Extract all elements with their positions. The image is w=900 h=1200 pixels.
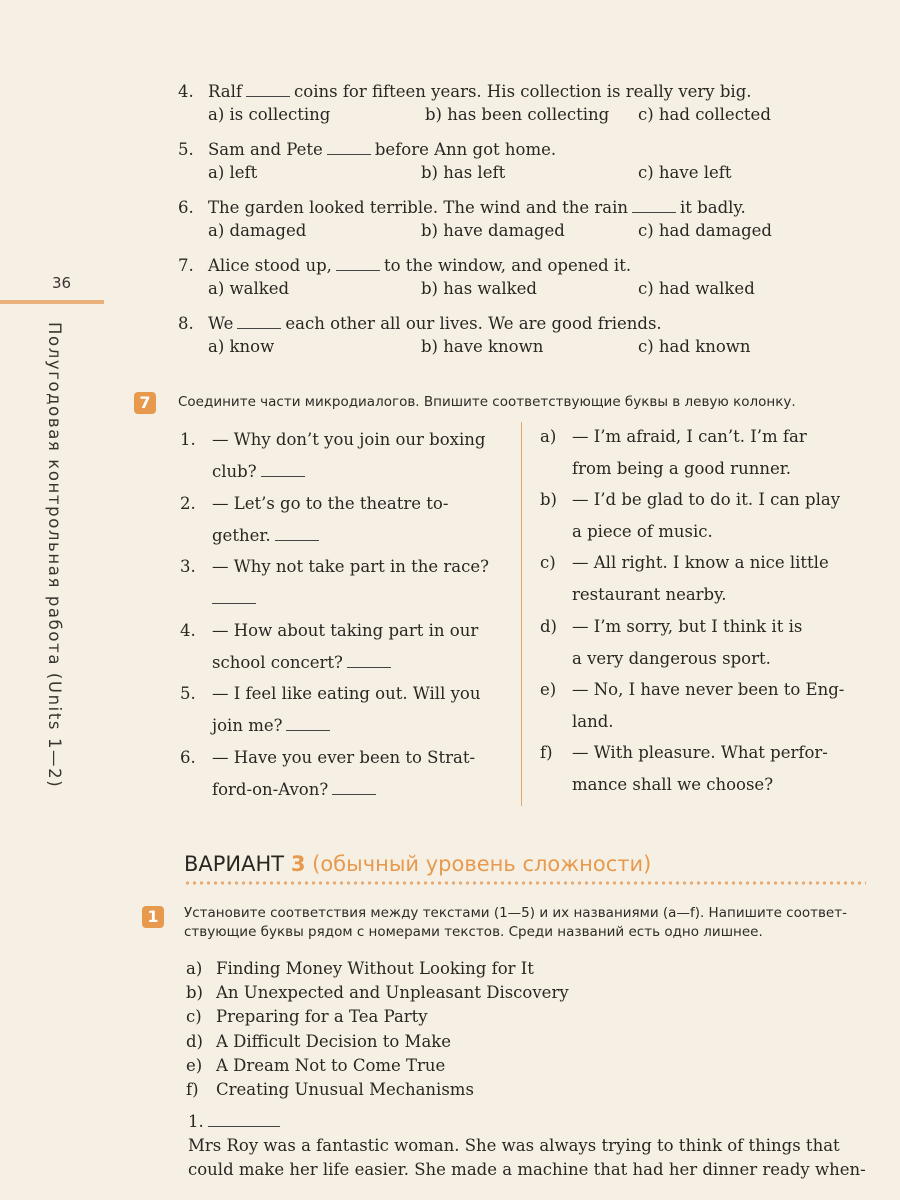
dialogue-left-1	[180, 424, 502, 488]
title-text: Finding Money Without Looking for It	[216, 959, 534, 978]
dialogue-right-c	[540, 547, 862, 611]
answer-blank[interactable]	[336, 256, 380, 271]
dialogue-right-d	[540, 611, 862, 675]
answer-blank[interactable]	[237, 314, 281, 329]
dialogue-line: from being a good runner.	[572, 459, 792, 478]
task1-instruction	[184, 904, 847, 942]
dialogue-letter: d)	[540, 617, 557, 636]
mc-item-5	[178, 140, 778, 187]
dialogue-right-b	[540, 484, 862, 548]
option-a: a) walked	[208, 279, 290, 298]
option-c: c) had collected	[638, 105, 771, 124]
dialogue-number: 1.	[180, 430, 196, 449]
title-letter: f)	[186, 1080, 199, 1100]
task-badge-7: 7	[134, 392, 156, 414]
dialogue-line: — No, I have never been to Eng-	[572, 680, 845, 699]
title-letter: b)	[186, 983, 203, 1003]
dialogue-line: a very dangerous sport.	[572, 649, 771, 668]
variant-subtitle: (обычный уровень сложности)	[312, 852, 652, 876]
variant-number: 3	[290, 852, 306, 876]
mc-item-8	[178, 314, 778, 361]
page-number: 36	[52, 274, 72, 292]
dialogue-number: 4.	[180, 621, 196, 640]
answer-blank[interactable]	[286, 716, 330, 731]
dialogue-letter: a)	[540, 427, 557, 446]
mc-item-number: 5.	[178, 140, 194, 159]
answer-blank[interactable]	[246, 82, 290, 97]
titles-list	[186, 957, 569, 1102]
text-line: could make her life easier. She made a machine that had her dinner ready when-	[188, 1160, 866, 1179]
dialogue-line: club?	[212, 462, 257, 481]
answer-blank[interactable]	[208, 1112, 280, 1127]
mc-stem-before: Ralf	[208, 82, 243, 101]
dialogue-line: — With pleasure. What perfor-	[572, 743, 828, 762]
title-item	[186, 957, 569, 981]
title-text: Preparing for a Tea Party	[216, 1007, 428, 1027]
dialogue-line: ford-on-Avon?	[212, 780, 329, 799]
dialogue-right-e	[540, 674, 862, 738]
mc-stem-before: Sam and Pete	[208, 140, 323, 159]
mc-stem-after: it badly.	[680, 198, 746, 217]
option-b: b) have known	[421, 337, 544, 356]
mc-stem-after: each other all our lives. We are good friends.	[285, 314, 662, 333]
variant-heading	[184, 852, 651, 876]
column-divider	[521, 422, 522, 806]
option-b: b) has walked	[421, 279, 537, 298]
text-1-number	[188, 1112, 284, 1131]
dialogue-line: school concert?	[212, 653, 343, 672]
title-letter: a)	[186, 959, 203, 978]
dialogue-number: 3.	[180, 557, 196, 576]
option-b: b) has left	[421, 163, 506, 182]
answer-blank[interactable]	[632, 198, 676, 213]
mc-stem-before: The garden looked terrible. The wind and the rain	[208, 198, 629, 217]
dialogue-line: land.	[572, 712, 614, 731]
variant-title: ВАРИАНТ	[184, 852, 285, 876]
text-number: 1.	[188, 1112, 204, 1131]
mc-item-number: 8.	[178, 314, 194, 333]
side-rule	[0, 300, 104, 304]
dialogue-line: gether.	[212, 526, 271, 545]
dialogue-right-a	[540, 421, 862, 485]
dialogue-right-f	[540, 737, 862, 801]
title-text: Creating Unusual Mechanisms	[216, 1080, 474, 1100]
option-b: b) have damaged	[421, 221, 565, 240]
title-item	[186, 1030, 569, 1054]
option-a: a) is collecting	[208, 105, 331, 124]
dialogue-line: — How about taking part in our	[212, 621, 479, 640]
dialogue-letter: c)	[540, 553, 556, 572]
title-item	[186, 1054, 569, 1078]
dialogue-number: 2.	[180, 494, 196, 513]
dialogue-letter: e)	[540, 680, 557, 699]
dialogue-left-3	[180, 551, 502, 615]
option-a: a) damaged	[208, 221, 307, 240]
answer-blank[interactable]	[275, 526, 319, 541]
dialogue-letter: b)	[540, 490, 557, 509]
dialogue-line: — Why don’t you join our boxing	[212, 430, 486, 449]
answer-blank[interactable]	[332, 780, 376, 795]
mc-stem-after: before Ann got home.	[374, 140, 557, 159]
dialogue-line: restaurant nearby.	[572, 585, 727, 604]
dialogue-line: — I feel like eating out. Will you	[212, 684, 481, 703]
dialogue-line: — Why not take part in the race?	[212, 557, 489, 576]
mc-stem-before: We	[208, 314, 234, 333]
mc-stem-after: to the window, and opened it.	[383, 256, 632, 275]
dialogue-left-6	[180, 742, 502, 806]
dialogue-left-5	[180, 678, 502, 742]
option-c: c) had known	[638, 337, 751, 356]
title-item	[186, 981, 569, 1005]
dialogue-number: 6.	[180, 748, 196, 767]
answer-blank[interactable]	[212, 589, 256, 604]
title-item	[186, 1078, 569, 1102]
title-letter: e)	[186, 1055, 203, 1075]
option-c: c) have left	[638, 163, 732, 182]
dialogue-line: — All right. I know a nice little	[572, 553, 829, 572]
mc-stem-after: coins for fifteen years. His collection is really very big.	[294, 82, 752, 101]
task-badge-1: 1	[142, 906, 164, 928]
title-text: An Unexpected and Unpleasant Discovery	[216, 983, 569, 1003]
text-1-body	[188, 1134, 868, 1182]
answer-blank[interactable]	[261, 462, 305, 477]
dialogue-line: — I’d be glad to do it. I can play	[572, 490, 841, 509]
mc-item-number: 4.	[178, 82, 194, 101]
mc-item-number: 6.	[178, 198, 194, 217]
mc-stem-before: Alice stood up,	[208, 256, 332, 275]
title-letter: d)	[186, 1031, 203, 1051]
title-item	[186, 1005, 569, 1029]
dialogue-number: 5.	[180, 684, 196, 703]
dialogue-left-4	[180, 615, 502, 679]
answer-blank[interactable]	[347, 653, 391, 668]
title-text: A Difficult Decision to Make	[216, 1031, 452, 1051]
instruction-line: Установите соответствия между текстами (1—5) и их названиями (a—f). Напишите соответ-	[184, 905, 847, 921]
dialogue-left-2	[180, 488, 502, 552]
mc-item-6	[178, 198, 778, 245]
dotted-divider	[184, 880, 866, 886]
dialogue-line: mance shall we choose?	[572, 775, 774, 794]
dialogue-line: — I’m sorry, but I think it is	[572, 617, 803, 636]
option-a: a) left	[208, 163, 258, 182]
option-c: c) had damaged	[638, 221, 772, 240]
answer-blank[interactable]	[327, 140, 371, 155]
instruction-line: ствующие буквы рядом с номерами текстов. Среди названий есть одно лишнее.	[184, 924, 763, 940]
option-b: b) has been collecting	[425, 105, 610, 124]
title-text: A Dream Not to Come True	[216, 1055, 446, 1075]
dialogue-line: — Have you ever been to Strat-	[212, 748, 476, 767]
mc-item-4	[178, 82, 778, 129]
option-c: c) had walked	[638, 279, 755, 298]
dialogue-line: — Let’s go to the theatre to-	[212, 494, 449, 513]
running-title: Полугодовая контрольная работа (Units 1—2)	[45, 322, 64, 789]
text-line: Mrs Roy was a fantastic woman. She was always trying to think of things that	[188, 1136, 840, 1155]
title-letter: c)	[186, 1007, 202, 1027]
dialogue-line: join me?	[212, 716, 283, 735]
dialogue-letter: f)	[540, 743, 553, 762]
task7-instruction: Соедините части микродиалогов. Впишите соответствующие буквы в левую колонку.	[178, 394, 796, 410]
dialogue-line: — I’m afraid, I can’t. I’m far	[572, 427, 807, 446]
dialogue-line: a piece of music.	[572, 522, 713, 541]
option-a: a) know	[208, 337, 275, 356]
mc-item-7	[178, 256, 778, 303]
mc-item-number: 7.	[178, 256, 194, 275]
